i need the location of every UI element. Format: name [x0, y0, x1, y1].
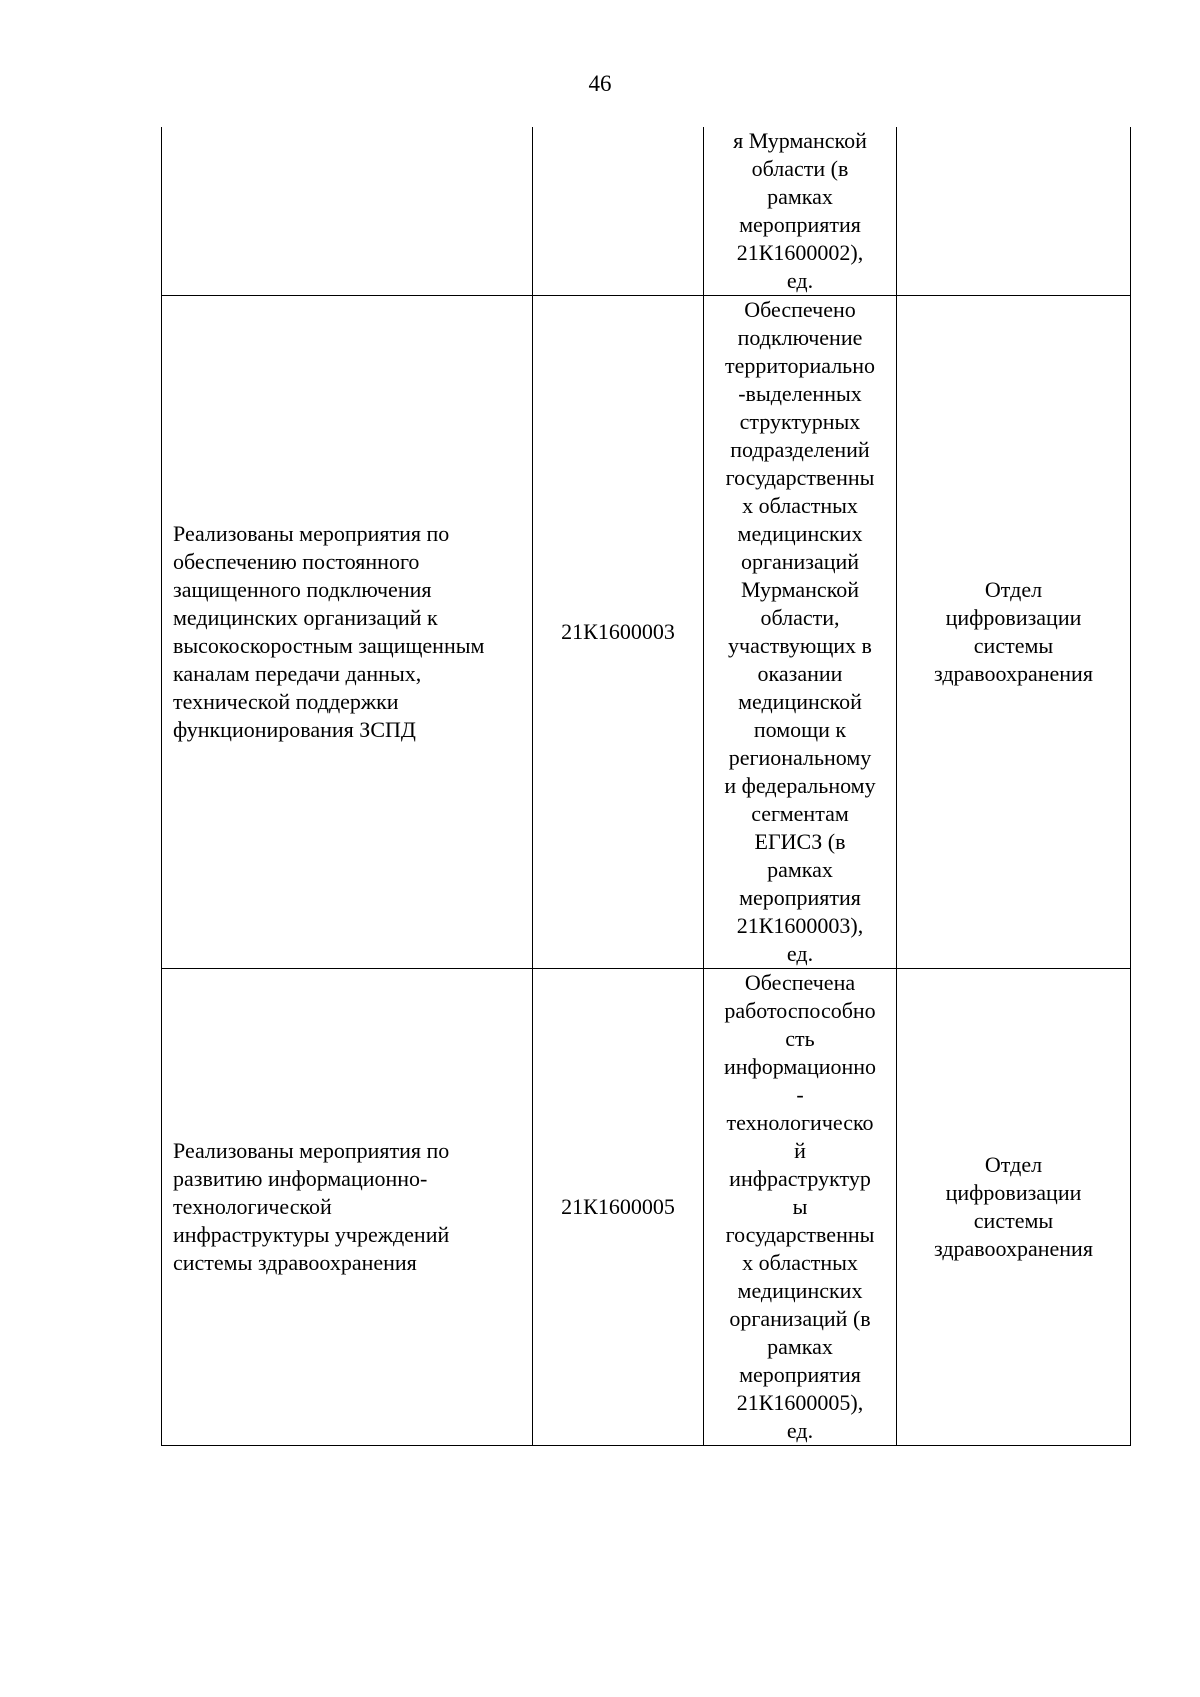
responsible-department-cell	[897, 127, 1131, 296]
text-line: системы здравоохранения	[173, 1250, 417, 1275]
text-line: -	[796, 1082, 804, 1107]
text-line: здравоохранения	[934, 661, 1093, 686]
text-line: помощи к	[753, 717, 847, 742]
text-line: обеспечению постоянного	[173, 549, 420, 574]
table-row	[162, 127, 1131, 296]
result-indicator-cell	[704, 969, 897, 1446]
result-indicator-cell	[704, 127, 897, 296]
text-line: развитию информационно-	[173, 1166, 428, 1191]
text-line: инфраструктуры учреждений	[173, 1222, 450, 1247]
text-line: Реализованы мероприятия по	[173, 521, 450, 546]
table-row	[162, 296, 1131, 969]
text-line: Отдел	[984, 577, 1043, 602]
text-line: й	[794, 1138, 806, 1163]
text-line: подразделений	[730, 437, 870, 462]
table-row	[162, 969, 1131, 1446]
measure-description-cell	[162, 969, 533, 1446]
text-line: рамках	[767, 857, 833, 882]
measure-code-cell: 21К1600005	[533, 969, 704, 1446]
measure-description-cell	[162, 127, 533, 296]
text-line: технологической	[173, 1194, 332, 1219]
text-line: медицинской	[738, 689, 862, 714]
text-line: Обеспечена	[744, 970, 856, 995]
text-line: ед.	[786, 941, 814, 966]
text-line: медицинских	[737, 521, 863, 546]
text-line: государственны	[725, 1222, 875, 1247]
text-line: рамках	[767, 1334, 833, 1359]
text-line: защищенного подключения	[173, 577, 432, 602]
text-line: 21К1600003),	[736, 913, 864, 938]
text-line: организаций (в	[729, 1306, 871, 1331]
text-line: ы	[792, 1194, 808, 1219]
text-line: медицинских организаций к	[173, 605, 438, 630]
text-line: структурных	[739, 409, 861, 434]
text-line: области,	[760, 605, 840, 630]
text-line: -выделенных	[738, 381, 862, 406]
text-line: ед.	[786, 268, 814, 293]
text-line: и федеральному	[724, 773, 876, 798]
text-line: Мурманской	[740, 577, 860, 602]
text-line: ЕГИСЗ (в	[754, 829, 846, 854]
text-line: территориально	[725, 353, 875, 378]
text-line: системы	[973, 633, 1054, 658]
text-line: оказании	[757, 661, 843, 686]
text-line: мероприятия	[739, 212, 861, 237]
text-line: медицинских	[737, 1278, 863, 1303]
text-line: функционирования ЗСПД	[173, 717, 416, 742]
text-line: подключение	[737, 325, 863, 350]
text-line: региональному	[728, 745, 872, 770]
measures-table	[161, 127, 1131, 1446]
responsible-department-cell	[897, 969, 1131, 1446]
text-line: Обеспечено	[744, 297, 856, 322]
text-line: здравоохранения	[934, 1236, 1093, 1261]
measure-code-cell: 21К1600003	[533, 296, 704, 969]
text-line: работоспособно	[724, 998, 876, 1023]
text-line: организаций	[740, 549, 860, 574]
text-line: технологическо	[726, 1110, 874, 1135]
text-line: каналам передачи данных,	[173, 661, 422, 686]
text-line: высокоскоростным защищенным	[173, 633, 485, 658]
text-line: мероприятия	[739, 885, 861, 910]
text-line: я Мурманской	[733, 128, 867, 153]
text-line: системы	[973, 1208, 1054, 1233]
text-line: области (в	[751, 156, 849, 181]
measure-code-cell	[533, 127, 704, 296]
text-line: Отдел	[984, 1152, 1043, 1177]
result-indicator-cell	[704, 296, 897, 969]
text-line: инфраструктур	[729, 1166, 871, 1191]
text-line: х областных	[742, 1250, 858, 1275]
page-number: 46	[588, 71, 612, 96]
text-line: сегментам	[751, 801, 849, 826]
text-line: х областных	[742, 493, 858, 518]
text-line: Реализованы мероприятия по	[173, 1138, 450, 1163]
text-line: информационно	[723, 1054, 877, 1079]
text-line: государственны	[725, 465, 875, 490]
text-line: 21К1600002),	[736, 240, 864, 265]
text-line: участвующих в	[728, 633, 872, 658]
text-line: цифровизации	[945, 1180, 1082, 1205]
text-line: цифровизации	[945, 605, 1082, 630]
text-line: 21К1600005),	[736, 1390, 864, 1415]
responsible-department-cell	[897, 296, 1131, 969]
measure-description-cell	[162, 296, 533, 969]
text-line: ед.	[786, 1418, 814, 1443]
text-line: мероприятия	[739, 1362, 861, 1387]
text-line: технической поддержки	[173, 689, 399, 714]
text-line: сть	[785, 1026, 815, 1051]
text-line: рамках	[767, 184, 833, 209]
